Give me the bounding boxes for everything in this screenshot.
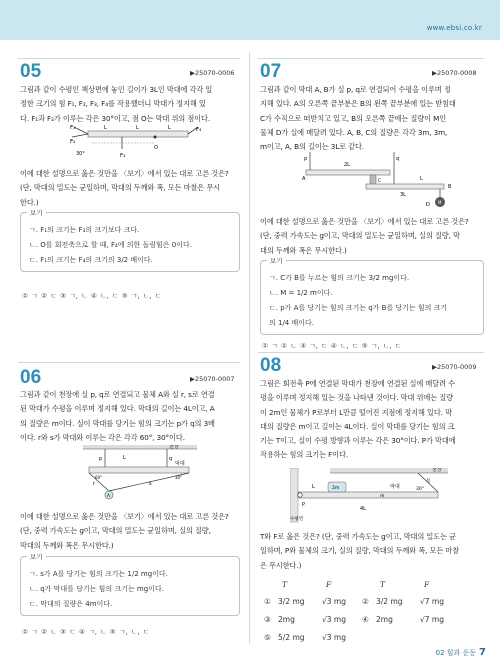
q08-rod-label: 막대 xyxy=(390,484,400,490)
q06-q-label: q xyxy=(169,456,173,462)
q06-bogi-label: 보기 xyxy=(27,552,46,561)
q06-line: 의 질량은 m이다. 실이 막대를 당기는 힘의 크기는 p가 q의 3배 xyxy=(20,418,215,428)
q05-rule xyxy=(18,58,240,59)
q06-question-line: 이에 대한 설명으로 옳은 것만을 〈보기〉에서 있는 대로 고른 것은? xyxy=(20,512,229,521)
q07-2l-label: 2L xyxy=(344,162,350,168)
site-url: www.ebsi.co.kr xyxy=(426,24,482,32)
q07-question xyxy=(260,215,469,258)
q07-d-label: D xyxy=(426,202,430,208)
q07-line: C가 수직으로 떠받치고 있고, B의 오른쪽 끝에는 질량이 M인 xyxy=(260,113,447,123)
q08-p-label: P xyxy=(302,502,306,508)
q05-f2-label: F₂ xyxy=(70,139,76,145)
q05-choices[interactable]: ① ㄱ ② ㄷ ③ ㄱ, ㄴ ④ ㄴ, ㄷ ⑤ ㄱ, ㄴ, ㄷ xyxy=(22,292,162,300)
q08-question-line: 일하며, P와 물체의 크기, 실의 질량, 막대의 두께와 폭, 모든 마찰 xyxy=(260,546,460,556)
q07-line: 지해 있다. A의 오른쪽 끝부분은 B의 왼쪽 끝부분에 있는 받침대 xyxy=(260,99,456,109)
q08-question-line: 은 무시한다.) xyxy=(260,560,302,570)
q07-item: ㄴ. M = 1/2 m이다. xyxy=(269,289,333,297)
q07-number: 07 xyxy=(260,61,282,82)
q08-axis-label: 수평면 xyxy=(290,517,304,522)
q08-stem xyxy=(260,377,456,463)
q07-code: ▶25070-0008 xyxy=(432,69,477,77)
q08-string-label: 실 xyxy=(426,479,431,484)
q05-question-line: (단, 막대의 밀도는 균일하며, 막대의 두께와 폭, 모든 마찰은 무시 xyxy=(20,183,221,193)
q05-f1-label: F₁ xyxy=(70,125,76,131)
q08-angle-label: 30° xyxy=(416,487,424,492)
q05-line: 그림과 같이 수평인 책상면에 놓인 길이가 3L인 막대에 각각 일 xyxy=(20,85,213,94)
q06-item: ㄱ. s가 A를 당기는 힘의 크기는 1/2 mg이다. xyxy=(29,570,168,578)
q07-item: ㄱ. C가 B를 누르는 힘의 크기는 3/2 mg이다. xyxy=(269,274,410,282)
q05-figure xyxy=(70,125,210,165)
q08-choice-f: √7 mg xyxy=(420,615,445,624)
q08-number: 08 xyxy=(260,355,282,376)
q08-line: 이 2m인 물체가 P로부터 L만큼 떨어진 지점에 정지해 있다. 막 xyxy=(260,407,452,417)
q07-item: 의 1/4 배이다. xyxy=(269,319,314,327)
q08-choice-t: 2mg xyxy=(376,615,393,624)
q07-m-label: M xyxy=(438,200,442,205)
q08-choice-f: √3 mg xyxy=(322,633,347,642)
footer-section: 02 힘과 운동 xyxy=(435,649,477,657)
q05-line: 다. F₁과 F₂가 이루는 각은 30°이고, 점 O는 막대 위의 점이다. xyxy=(20,113,211,123)
q06-question xyxy=(20,510,229,553)
q05-o-label: O xyxy=(154,145,158,151)
q08-question xyxy=(260,530,459,573)
q05-bogi-label: 보기 xyxy=(27,208,46,217)
q05-l-label: L xyxy=(136,125,139,131)
q08-choice-t: 5/2 mg xyxy=(278,633,305,642)
q05-item: ㄱ. F₁의 크기는 F₃의 크기보다 크다. xyxy=(29,226,140,234)
q08-header-t1: T xyxy=(282,580,288,589)
q08-l-label: L xyxy=(312,484,315,490)
q07-a-label: A xyxy=(302,176,306,182)
q06-s-label: s xyxy=(149,481,152,487)
q07-line: 그림과 같이 막대 A, B가 실 p, q로 연결되어 수평을 이루며 정 xyxy=(260,85,451,94)
q07-rule xyxy=(258,58,484,59)
q05-angle-label: 30° xyxy=(76,151,85,157)
q08-header-t2: T xyxy=(380,580,386,589)
q05-question-line: 이에 대한 설명으로 옳은 것만을 〈보기〉에서 있는 대로 고른 것은? xyxy=(20,169,229,178)
q08-line: 평을 이루며 정지해 있는 것을 나타낸 것이다. 막대 위에는 질량 xyxy=(260,393,453,403)
q06-angle30-label: 30° xyxy=(175,475,183,480)
q06-ceiling-label: 천장 xyxy=(169,445,179,450)
q05-stem xyxy=(20,83,212,126)
q07-item: ㄷ. p가 A를 당기는 힘의 크기는 q가 B를 당기는 힘의 크기 xyxy=(269,304,448,312)
q06-p-label: p xyxy=(99,456,103,462)
q07-b-label: B xyxy=(448,184,452,190)
q08-header-f1: F xyxy=(326,580,332,589)
q07-line: 물체 D가 실에 매달려 있다. A, B, C의 질량은 각각 3m, 3m, xyxy=(260,127,448,137)
q08-code: ▶25070-0009 xyxy=(432,363,477,371)
q08-choice-num[interactable]: ① xyxy=(264,597,271,606)
q07-p-label: p xyxy=(304,156,308,162)
q07-l-label: L xyxy=(420,176,423,182)
q05-question-line: 한다.) xyxy=(20,197,39,207)
q05-l-label: L xyxy=(104,125,107,131)
q08-choice-num[interactable]: ⑤ xyxy=(264,633,271,642)
q07-figure xyxy=(300,150,460,212)
q08-2m-label: 2m xyxy=(332,486,340,491)
q08-choice-num[interactable]: ③ xyxy=(264,615,271,624)
q06-choices[interactable]: ① ㄱ ② ㄴ ③ ㄷ ④ ㄱ, ㄴ ⑤ ㄱ, ㄴ, ㄷ xyxy=(22,628,150,636)
q08-choice-num[interactable]: ④ xyxy=(362,615,369,624)
q08-line: 그림은 회전축 P에 연결된 막대가 천장에 연결된 실에 매달려 수 xyxy=(260,379,455,388)
q06-figure xyxy=(75,445,205,503)
q08-4l-label: 4L xyxy=(360,506,366,512)
q07-bogi-box xyxy=(260,257,484,335)
header-bar xyxy=(0,0,500,40)
q08-choice-t: 2mg xyxy=(278,615,295,624)
q06-item: ㄴ. q가 막대를 당기는 힘의 크기는 mg이다. xyxy=(29,585,164,593)
q06-r-label: r xyxy=(93,481,96,487)
q08-choice-t: 3/2 mg xyxy=(376,597,403,606)
q07-q-label: q xyxy=(396,156,400,162)
q05-bogi-box xyxy=(20,209,240,272)
q05-question xyxy=(20,167,229,210)
q07-bogi-label: 보기 xyxy=(267,256,286,265)
q06-rule xyxy=(18,362,240,363)
q06-code: ▶25070-0007 xyxy=(190,375,235,383)
q06-question-line: (단, 중력 가속도는 g이고, 막대의 밀도는 균일하며, 실의 질량, xyxy=(20,526,211,536)
q05-f4-label: F₄ xyxy=(196,127,202,133)
q08-choice-f: √3 mg xyxy=(322,597,347,606)
q08-choice-f: √3 mg xyxy=(322,615,347,624)
q06-stem xyxy=(20,388,215,445)
q08-line: 기는 T이고, 실이 수평 방향과 이루는 각은 30°이다. P가 막대에 xyxy=(260,436,456,446)
q05-line: 정한 크기의 힘 F₁, F₂, F₃, F₄를 작용했더니 막대가 정지해 있 xyxy=(20,99,206,109)
q08-figure xyxy=(290,468,450,524)
q08-ceiling-label: 천장 xyxy=(432,468,442,473)
q05-l-label: L xyxy=(168,125,171,131)
q06-question-line: 막대의 두께와 폭은 무시한다.) xyxy=(20,540,114,550)
q05-code: ▶25070-0006 xyxy=(190,69,235,77)
q08-m-label: m xyxy=(380,494,385,499)
q07-3l-label: 3L xyxy=(400,192,406,198)
q07-question-line: 이에 대한 설명으로 옳은 것만을 〈보기〉에서 있는 대로 고른 것은? xyxy=(260,217,469,226)
q05-item: ㄴ. O를 회전축으로 할 때, F₄에 의한 돌림힘은 0이다. xyxy=(29,241,192,249)
page-footer xyxy=(436,647,486,658)
q07-choices[interactable]: ① ㄱ ② ㄴ ③ ㄱ, ㄷ ④ ㄴ, ㄷ ⑤ ㄱ, ㄴ, ㄷ xyxy=(262,342,402,350)
q06-rod-label: 막대 xyxy=(175,461,185,467)
q06-number: 06 xyxy=(20,367,42,388)
q07-question-line: (단, 중력 가속도는 g이고, 막대의 밀도는 균일하며, 실의 질량, 막 xyxy=(260,231,460,241)
q06-angle60-label: 60° xyxy=(95,475,103,480)
q06-bogi-box xyxy=(20,553,240,616)
q06-line: 그림과 같이 천장에 실 p, q로 연결되고 물체 A와 실 r, s로 연결 xyxy=(20,390,215,399)
q08-question-line: T와 F로 옳은 것은? (단, 중력 가속도는 g이고, 막대의 밀도는 균 xyxy=(260,532,456,541)
q08-rule xyxy=(258,352,484,353)
q08-choice-num[interactable]: ② xyxy=(362,597,369,606)
q05-f3-label: F₃ xyxy=(120,153,126,159)
q07-c-label: C xyxy=(378,179,382,184)
q06-line: 이다. r와 s가 막대와 이루는 각은 각각 60°, 30°이다. xyxy=(20,432,185,442)
q07-question-line: 대의 두께와 폭은 무시한다.) xyxy=(260,245,347,255)
q08-header-f2: F xyxy=(424,580,430,589)
q05-number: 05 xyxy=(20,61,42,82)
q06-item: ㄷ. 막대의 질량은 4m이다. xyxy=(29,600,113,608)
q08-choice-f: √7 mg xyxy=(420,597,445,606)
q05-item: ㄷ. F₁의 크기는 F₄의 크기의 3/2 배이다. xyxy=(29,256,153,264)
q06-l-label: L xyxy=(123,455,126,461)
q07-stem xyxy=(260,83,456,154)
q07-line: m이고, A, B의 길이는 3L로 같다. xyxy=(260,142,364,152)
q06-line: 된 막대가 수평을 이루며 정지해 있다. 막대의 길이는 4L이고, A xyxy=(20,404,215,414)
q06-a-label: A xyxy=(107,494,111,499)
q08-line: 대의 질량은 m이고 길이는 4L이다. 실이 막대를 당기는 힘의 크 xyxy=(260,421,455,431)
q08-choice-t: 3/2 mg xyxy=(278,597,305,606)
q08-line: 작용하는 힘의 크기는 F이다. xyxy=(260,450,349,460)
page-number: 7 xyxy=(479,647,486,658)
column-divider xyxy=(249,52,250,644)
